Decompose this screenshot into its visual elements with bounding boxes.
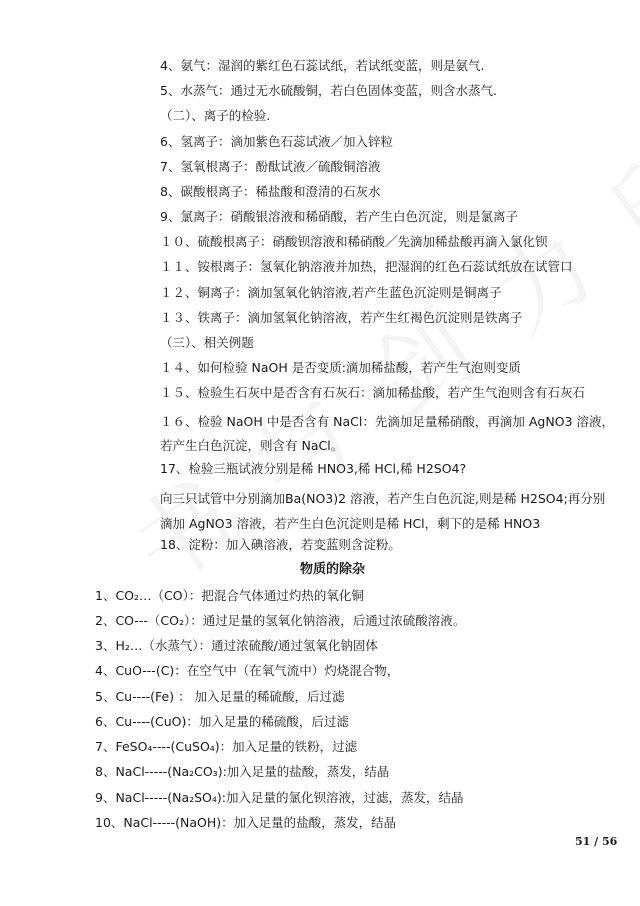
text-line: 17、检验三瓶试液分别是稀 HNO3,稀 HCl,稀 H2SO4?: [160, 461, 467, 476]
text-line: 7、FeSO₄----(CuSO₄)：加入足量的铁粉，过滤: [95, 739, 358, 754]
subsection-title: （二）、离子的检验.: [160, 108, 271, 123]
text-line: 10、NaCl-----(NaOH)：加入足量的盐酸，蒸发，结晶: [95, 815, 397, 830]
text-line: 5、Cu----(Fe) ： 加入足量的稀硫酸，后过滤: [95, 689, 345, 704]
text-line: 4、CuO---(C)：在空气中（在氧气流中）灼烧混合物，: [95, 663, 400, 678]
text-line: 2、CO---（CO₂）：通过足量的氢氧化钠溶液，后通过浓硫酸溶液。: [95, 613, 466, 628]
text-line: 18、淀粉：加入碘溶液，若变蓝则含淀粉。: [160, 537, 401, 552]
text-line: 4、氨气：湿润的紫红色石蕊试纸，若试纸变蓝，则是氨气.: [160, 58, 485, 73]
text-line: 9、NaCl-----(Na₂SO₄):加入足量的氯化钡溶液，过滤，蒸发，结晶: [95, 790, 464, 805]
text-line: 8、NaCl-----(Na₂CO₃):加入足量的盐酸，蒸发，结晶: [95, 764, 390, 779]
text-line: １２、铜离子：滴加氢氧化钠溶液,若产生蓝色沉淀则是铜离子: [160, 285, 502, 300]
text-line: 8、碳酸根离子：稀盐酸和澄清的石灰水: [160, 184, 381, 199]
text-line: １１、铵根离子：氢氧化钠溶液并加热，把湿润的红色石蕊试纸放在试管口: [160, 259, 573, 274]
text-paragraph: １６、检验 NaOH 中是否含有 NaCl：先滴加足量稀硝酸，再滴加 AgNO3 溶液，若产生白色沉淀，则含有 NaCl。: [160, 414, 614, 453]
text-line: 9、氯离子：硝酸银溶液和稀硝酸，若产生白色沉淀，则是氯离子: [160, 209, 518, 224]
text-line: 7、氢氧根离子：酚酞试液／硫酸铜溶液: [160, 159, 381, 174]
text-line: １４、如何检验 NaOH 是否变质:滴加稀盐酸，若产生气泡则变质: [160, 360, 521, 375]
text-line: 6、Cu----(CuO)：加入足量的稀硫酸，后过滤: [95, 714, 349, 729]
text-line: １３、铁离子：滴加氢氧化钠溶液，若产生红褐色沉淀则是铁离子: [160, 310, 523, 325]
text-line: 6、氢离子：滴加紫色石蕊试液／加入锌粒: [160, 134, 393, 149]
subsection-title: （三）、相关例题: [160, 335, 254, 350]
section-heading: 物质的除杂: [300, 562, 366, 577]
text-line: １０、硫酸根离子：硝酸钡溶液和稀硝酸／先滴加稀盐酸再滴入氯化钡: [160, 234, 548, 249]
text-line: 5、水蒸气：通过无水硫酸铜，若白色固体变蓝，则含水蒸气.: [160, 83, 497, 98]
page-number: 51 / 56: [575, 835, 618, 848]
text-line: １５、检验生石灰中是否含有石灰石：滴加稀盐酸，若产生气泡则含有石灰石: [160, 385, 586, 400]
text-line: 3、H₂…（水蒸气）：通过浓硫酸/通过氢氧化钠固体: [95, 638, 378, 653]
text-paragraph: 向三只试管中分别滴加Ba(NO3)2 溶液，若产生白色沉淀,则是稀 H2SO4;再分别滴加 AgNO3 溶液，若产生白色沉淀则是稀 HCl，剩下的是稀 HNO3: [160, 491, 606, 531]
text-line: 1、CO₂…（CO）：把混合气体通过灼热的氧化铜: [95, 588, 364, 603]
